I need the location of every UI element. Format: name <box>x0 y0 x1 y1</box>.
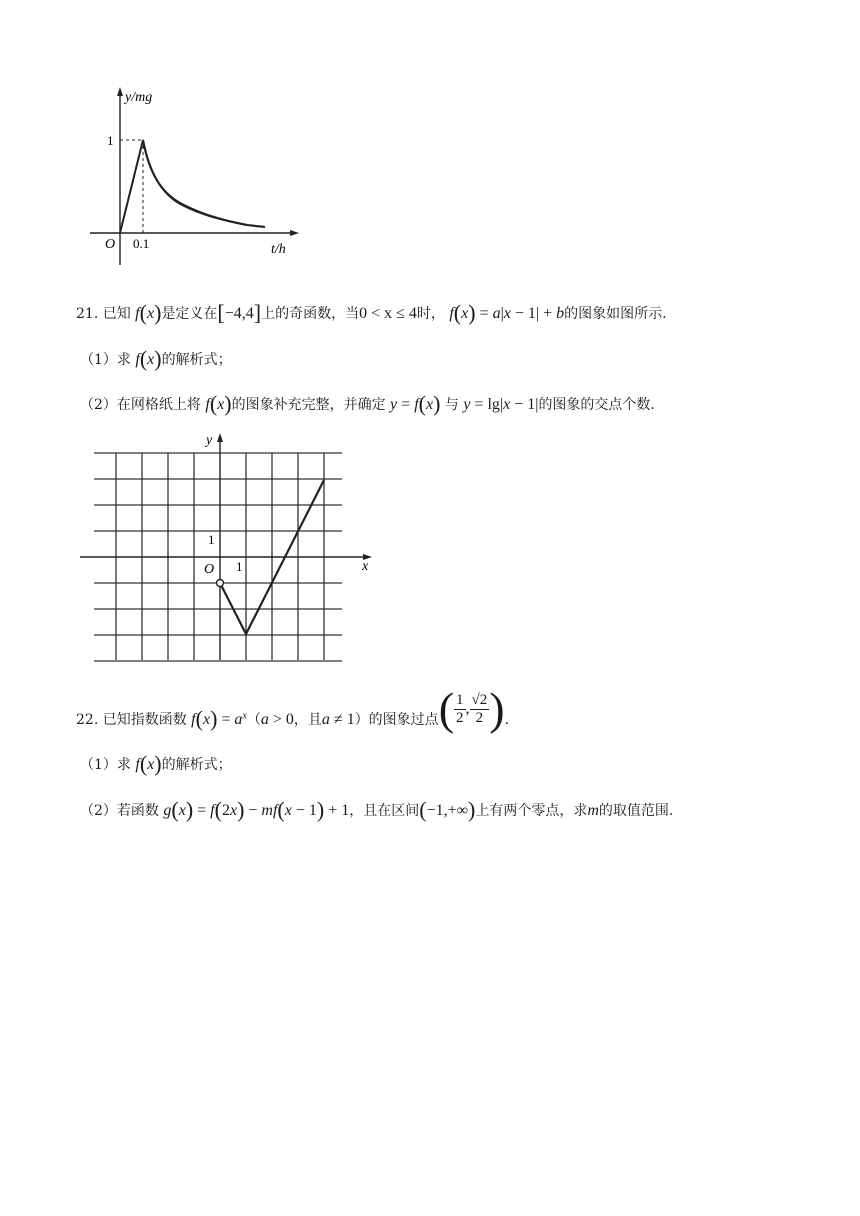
y-axis-label: y <box>206 433 213 448</box>
q22-part1: （1）求 f(x)的解析式； <box>80 751 232 776</box>
y-axis-label: y/mg <box>125 90 153 105</box>
y-tick-label: 1 <box>208 532 215 547</box>
q21-part1: （1）求 f(x)的解析式； <box>80 346 232 371</box>
q21-part2: （2）在网格纸上将 f(x)的图象补充完整，并确定 y = f(x) 与 y = lg|x − 1|的图象的交点个数. <box>80 391 655 416</box>
q21-number: 21. <box>76 306 99 322</box>
q21-statement: 21. 已知 f(x)是定义在[−4,4]上的奇函数，当0 < x ≤ 4时， f(x) = a|x − 1| + b的图象如图所示. <box>76 300 667 325</box>
x-tick-label: 0.1 <box>133 236 150 251</box>
concentration-graph <box>87 85 302 270</box>
open-point <box>217 580 224 587</box>
q21-interval: −4,4 <box>224 305 254 322</box>
q22-number: 22. <box>76 712 99 728</box>
q22-point: ( $\frac{1}{2}$ , $\frac{√2}{2}$ ) <box>438 683 505 734</box>
q21-condition: 0 < x ≤ 4 <box>359 305 417 322</box>
origin-label: O <box>105 237 116 252</box>
x-tick-label: 1 <box>236 559 243 574</box>
q22-statement: 22. 已知指数函数 $f(x) = a^x(a > 0$，且a ≠ 1）的图象过点 ( $\frac{1}{2}$ , $\frac{√2}{2}$ ) . <box>76 683 510 734</box>
x-axis-label: x <box>362 559 369 574</box>
x-axis-label: t/h <box>271 242 286 257</box>
q22-part2: （2）若函数 g(x) = f(2x) − mf(x − 1) + 1，且在区间(−1,+∞)上有两个零点，求m的取值范围. <box>80 797 674 822</box>
origin-label: O <box>204 562 215 577</box>
grid-graph <box>80 430 372 665</box>
q22-interval: −1,+∞ <box>426 802 469 819</box>
y-tick-label: 1 <box>107 133 114 148</box>
